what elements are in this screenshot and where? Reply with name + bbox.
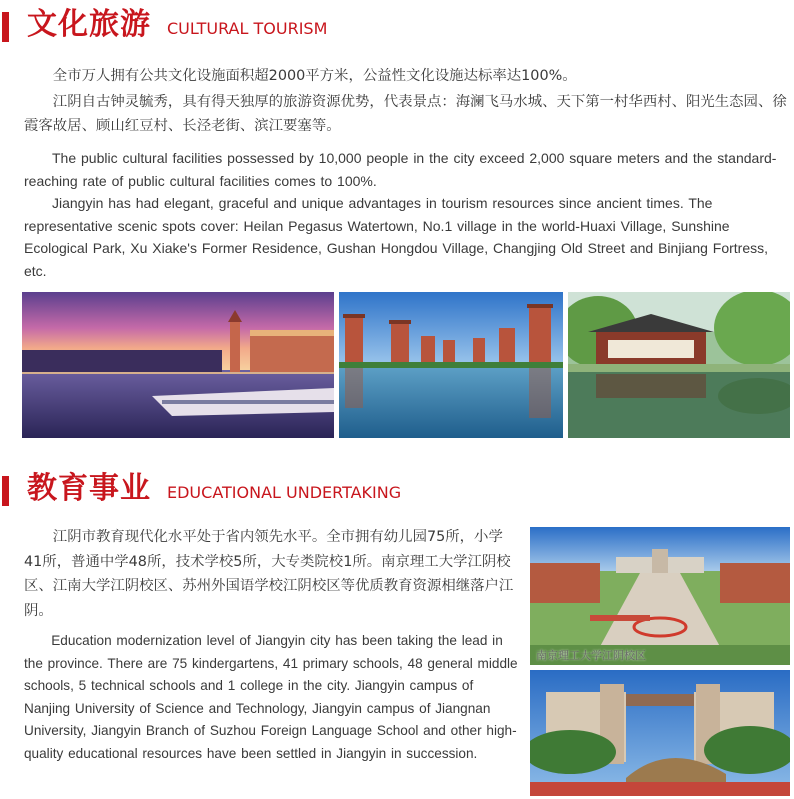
education-en-paragraph: Education modernization level of Jiangyin city has been taking the lead in the province. There are 75 kindergartens, 41 primary schools, 48 general middle schools, 5 technical schools and 1 college in the city. Jiangyin campus of Nanjing University of Science and Technology, Jiangyin campus of Jiangnan University, Jiangyin Branch of Suzhou Foreign Language School and other high-quality educational resources have been settled in Jiangyin in succession. [24,633,518,761]
cultural-tourism-header [0,8,327,42]
section-accent-bar [2,12,9,42]
cultural-en-paragraph-1: The public cultural facilities possessed by 10,000 people in the city exceed 2,000 square meters and the standard-reaching rate of public cultural facilities comes to 100%. [24,150,777,189]
education-cn-paragraph: 江阴市教育现代化水平处于省内领先水平。全市拥有幼儿园75所，小学41所，普通中学48所，技术学校5所，大专类院校1所。南京理工大学江阴校区、江南大学江阴校区、苏州外国语学校江阴校区等优质教育资源相继落户江阴。 [24,529,514,619]
university-photo-caption: 南京理工大学江阴校区 [536,649,646,662]
cultural-tourism-title-en: CULTURAL TOURISM [167,19,328,38]
watertown-photo [22,292,334,438]
cultural-tourism-title-cn: 文化旅游 [27,7,151,42]
education-title-en: EDUCATIONAL UNDERTAKING [167,483,402,502]
cultural-cn-paragraph-1: 全市万人拥有公共文化设施面积超2000平方米，公益性文化设施达标率达100%。 [52,68,577,84]
campus-gate-photo [530,670,790,796]
eco-park-pavilion-photo [568,292,790,438]
pagoda-village-photo [339,292,563,438]
cultural-cn-paragraph-2: 江阴自古钟灵毓秀，具有得天独厚的旅游资源优势，代表景点：海澜飞马水城、天下第一村华西村、阳光生态园、徐霞客故居、顾山红豆村、长泾老街、滨江要塞等。 [24,94,787,134]
education-header [0,472,401,506]
education-title-cn: 教育事业 [27,471,151,506]
university-campus-photo [530,527,790,665]
cultural-en-paragraph-2: Jiangyin has had elegant, graceful and unique advantages in tourism resources since ancient times. The representative scenic spots cover: Heilan Pegasus Watertown, No.1 village in the world-Huaxi Village, Sunshine Ecological Park, Xu Xiake's Former Residence, Gushan Hongdou Village, Changjing Old Street and Binjiang Fortress, etc. [24,195,769,279]
section-accent-bar [2,476,9,506]
